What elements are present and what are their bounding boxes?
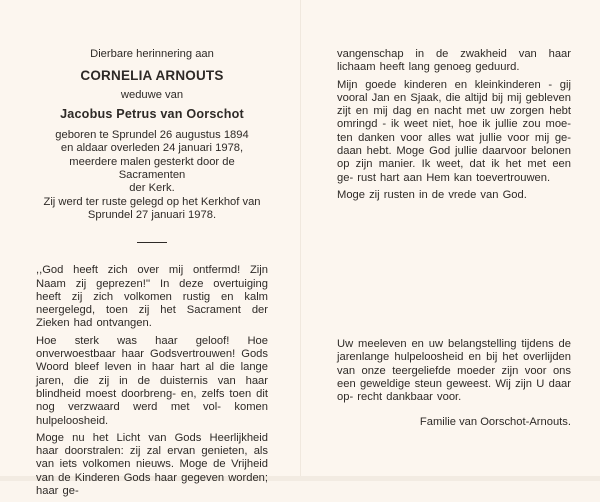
detail-line: Sprundel 27 januari 1978. [87,208,217,221]
thanks-paragraph: Uw meeleven en uw belangstelling tijdens de jarenlange hulpeloosheid en bij het overlijden van onze teergeliefde moeder zijn voor ons een geweldige steun geweest. Wij zijn U daar op- recht dankbaar voor. [337,338,571,404]
detail-line: geboren te Sprundel 26 augustus 1894 [55,129,249,142]
detail-line: der Kerk. [129,182,175,195]
divider-line [137,242,167,243]
deceased-name: CORNELIA ARNOUTS [80,68,224,84]
family-signature: Familie van Oorschot-Arnouts. [419,416,571,429]
intro-text: Dierbare herinnering aan [90,48,214,60]
thanks-section [337,338,571,430]
husband-name: Jacobus Petrus van Oorschot [60,106,244,121]
paragraph: Mijn goede kinderen en kleinkinderen - gij vooral Jan en Sjaak, die altijd bij mij gebleven zijt en mij dag en nacht met uw zorgen hebt omringd - ik weet niet, hoe ik jullie zou moe- ten danken voor alles wat jullie voor mij ge- daan hebt. Moge God jullie daarvoor belonen op zijn manier. Ik weet, dat ik het met een ge- rust hart aan Hem kan toevertrouwen. [337,78,571,184]
left-panel [36,48,268,502]
paragraph: Moge nu het Licht van Gods Heerlijkheid haar doorstralen: zij zal ervan genieten, als van iets volkomen nieuws. Moge de Vrijheid van de Kinderen Gods haar gegeven worden; haar ge- [36,431,268,498]
paragraph: vangenschap in de zwakheid van haar lichaam heeft lang genoeg geduurd. [337,48,571,74]
relation-text: weduwe van [120,88,184,101]
detail-line: meerdere malen gesterkt door de Sacramenten [69,155,235,182]
paragraph: Moge zij rusten in de vrede van God. [337,188,527,201]
paragraph: Hoe sterk was haar geloof! Hoe onverwoestbaar haar Godsvertrouwen! Gods Woord bleef leven in haar hart al die lange jaren, die zij in de duisternis van haar blindheid moest doorbreng- en, zelfs toen dit nog verzwaard werd met vol- komen hulpeloosheid. [36,334,268,427]
fold-line [300,0,301,481]
right-panel [337,48,571,429]
detail-line: Zij werd ter ruste gelegd op het Kerkhof van [43,195,261,208]
detail-line: en aldaar overleden 24 januari 1978, [60,142,244,155]
paragraph: ,,God heeft zich over mij ontfermd! Zijn Naam zij geprezen!'' In deze overtuiging heeft zij zich volkomen rustig en kalm neergelegd, toen zij het Sacrament der Zieken had ontvangen. [36,264,268,330]
